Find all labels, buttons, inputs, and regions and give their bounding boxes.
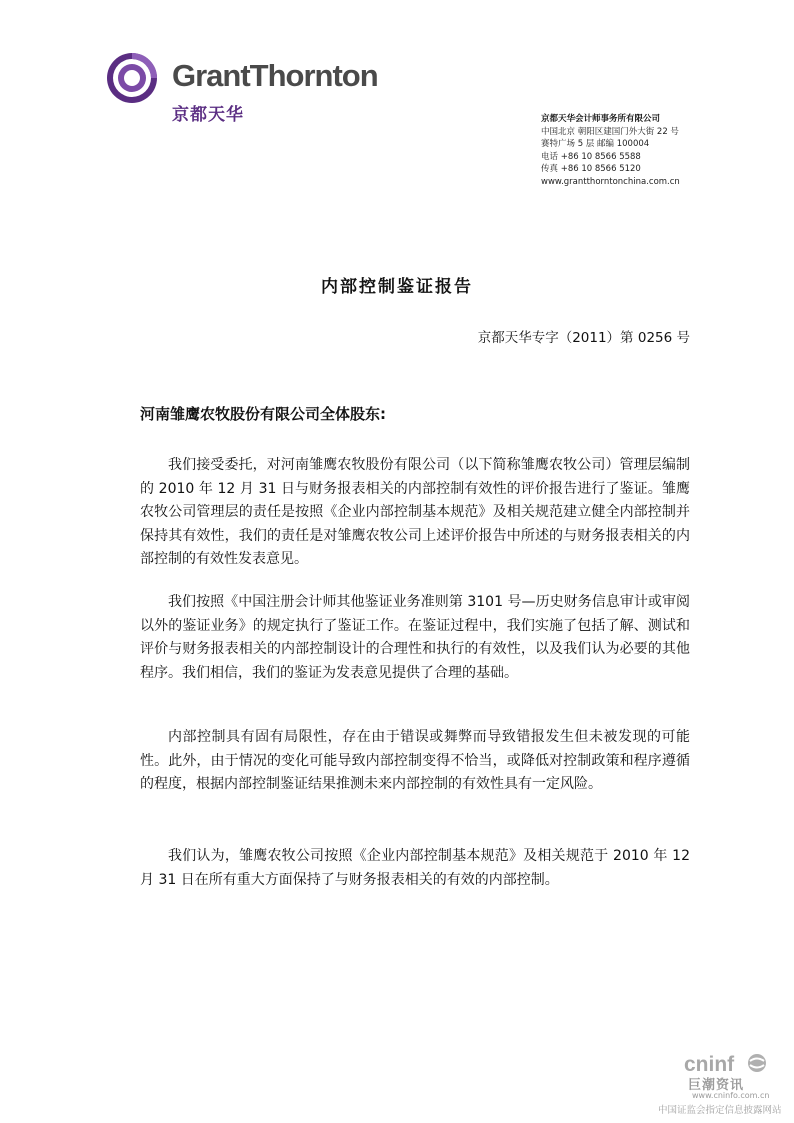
logo-chinese-name: 京都天华 [172,105,244,125]
report-paragraph: 我们认为，雏鹰农牧公司按照《企业内部控制基本规范》及相关规范于 2010 年 12 月 31 日在所有重大方面保持了与财务报表相关的有效的内部控制。 [140,848,690,888]
cninfo-watermark [656,1050,794,1118]
watermark-url: www.cninfo.com.cn [692,1091,770,1100]
watermark-chinese-name: 巨潮资讯 [688,1078,745,1093]
report-reference-number: 京都天华专字（2011）第 0256 号 [477,330,690,346]
report-paragraph: 我们接受委托，对河南雏鹰农牧股份有限公司（以下简称雏鹰农牧公司）管理层编制的 2010 年 12 月 31 日与财务报表相关的内部控制有效性的评价报告进行了鉴证。雏鹰农牧公司管理层的责任是按照《企业内部控制基本规范》及相关规范建立健全内部控制并保持其有效性，我们的责任是对雏鹰农牧公司上述评价报告中所述的与财务报表相关的内部控制的有效性发表意见。 [140,457,690,567]
svg-text:cninf: cninf [684,1053,735,1076]
report-paragraph: 我们按照《中国注册会计师其他鉴证业务准则第 3101 号—历史财务信息审计或审阅以外的鉴证业务》的规定执行了鉴证工作。在鉴证过程中，我们实施了包括了解、测试和评价与财务报表相关的内部控制设计的合理性和执行的有效性，以及我们认为必要的其他程序。我们相信，我们的鉴证为发表意见提供了合理的基础。 [140,594,690,681]
firm-address-block [541,113,680,189]
firm-name: 京都天华会计师事务所有限公司 [541,114,661,124]
cninf-logo-icon [684,1052,768,1076]
firm-fax: 传真 +86 10 8566 5120 [541,164,641,175]
report-paragraph: 内部控制具有固有局限性，存在由于错误或舞弊而导致错报发生但未被发现的可能性。此外，由于情况的变化可能导致内部控制变得不恰当，或降低对控制政策和程序遵循的程度，根据内部控制鉴证结果推测未来内部控制的有效性具有一定风险。 [140,729,690,792]
firm-website: www.grantthorntonchina.com.cn [541,176,680,187]
grant-thornton-emblem-icon [106,52,158,104]
report-title: 内部控制鉴证报告 [321,277,473,297]
watermark-site-note: 中国证监会指定信息披露网站 [658,1105,782,1116]
logo-wordmark: GrantThornton [172,58,378,93]
firm-phone: 电话 +86 10 8566 5588 [541,151,641,162]
report-addressee: 河南雏鹰农牧股份有限公司全体股东: [140,405,387,423]
grant-thornton-logo [106,52,406,132]
firm-address-line1: 中国北京 朝阳区建国门外大街 22 号 [541,126,679,137]
firm-address-line2: 赛特广场 5 层 邮编 100004 [541,139,650,150]
